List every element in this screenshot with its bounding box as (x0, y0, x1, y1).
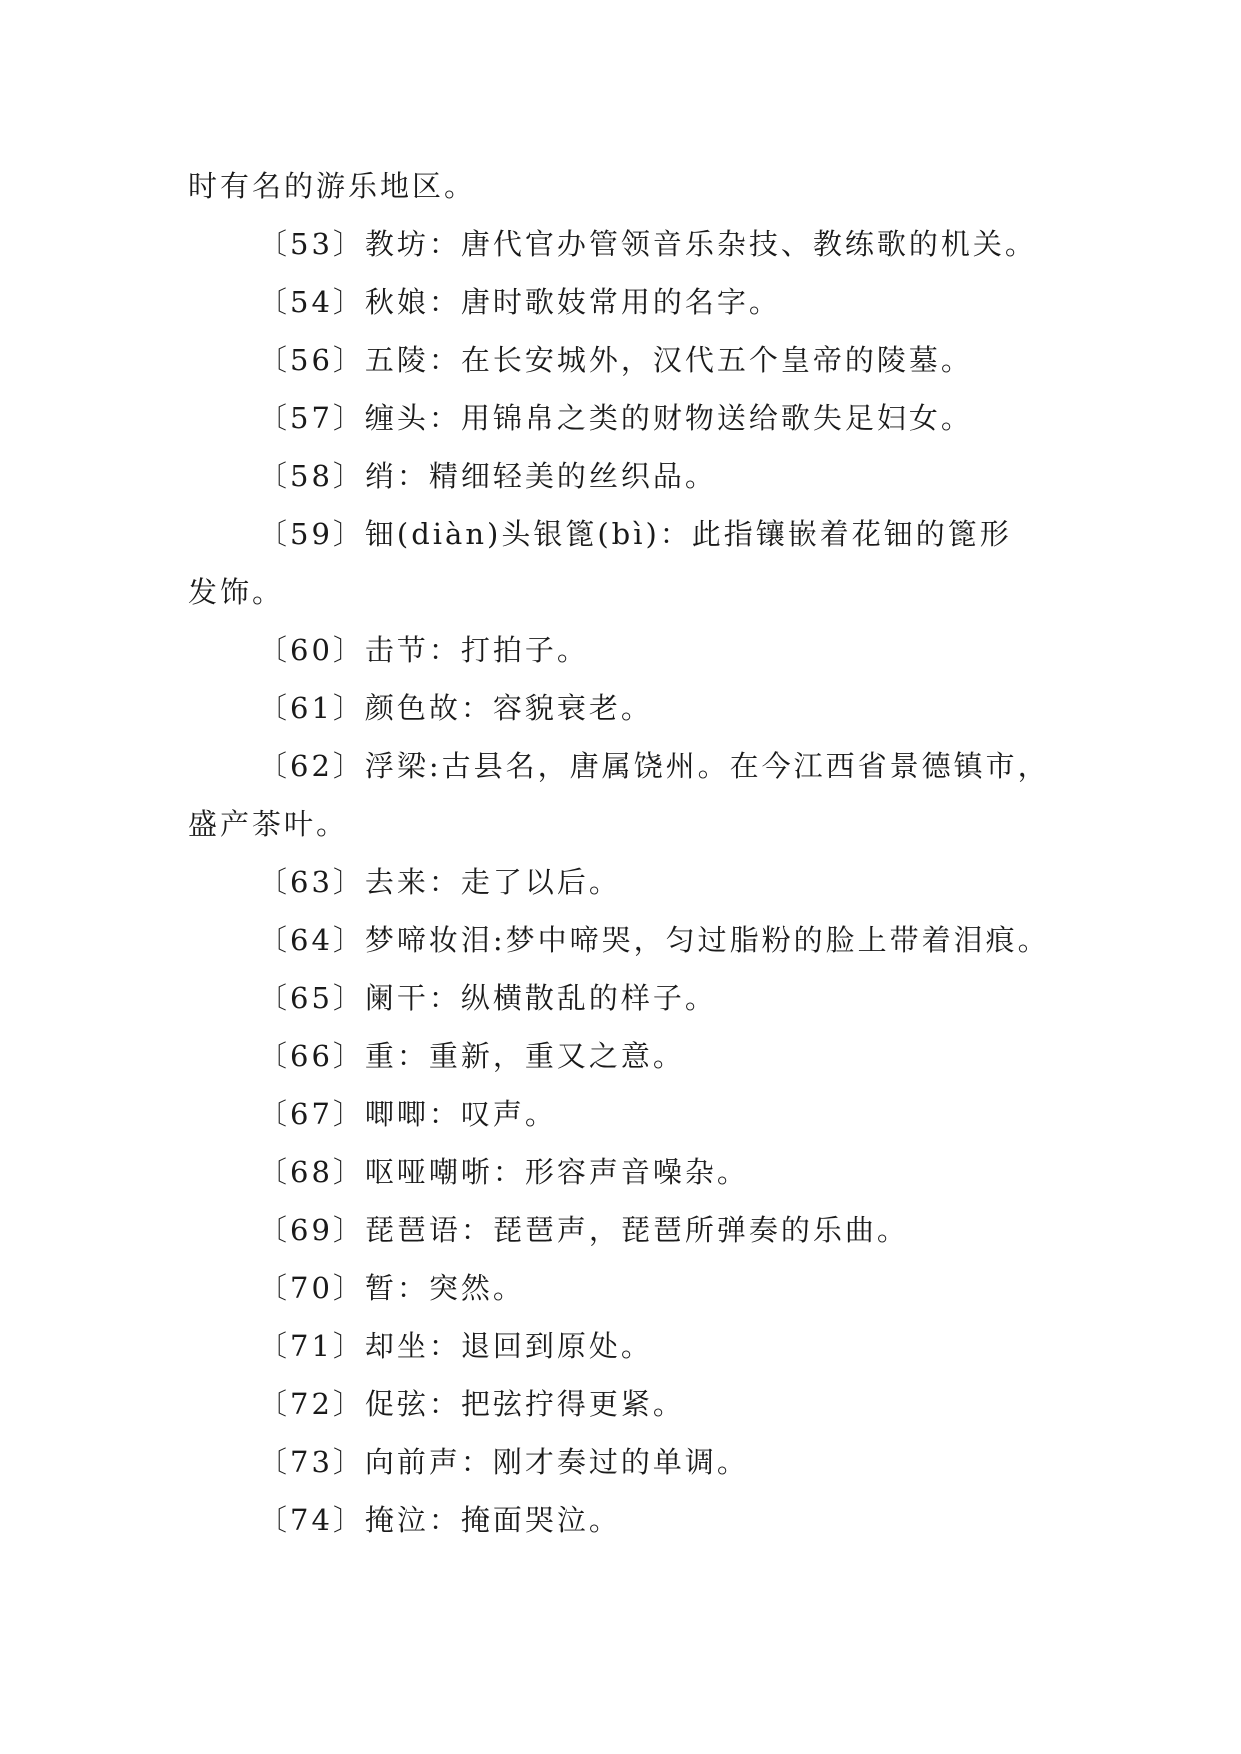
text-line: 〔71〕却坐：退回到原处。 (258, 1329, 653, 1363)
text-line: 〔56〕五陵：在长安城外，汉代五个皇帝的陵墓。 (258, 343, 973, 377)
text-line: 〔68〕呕哑嘲哳：形容声音噪杂。 (258, 1155, 749, 1189)
text-line: 〔62〕浮梁:古县名，唐属饶州。在今江西省景德镇市， (258, 749, 1050, 783)
text-line: 〔57〕缠头：用锦帛之类的财物送给歌失足妇女。 (258, 401, 973, 435)
text-line: 〔67〕唧唧：叹声。 (258, 1097, 557, 1131)
text-line: 〔58〕绡：精细轻美的丝织品。 (258, 459, 717, 493)
text-line: 时有名的游乐地区。 (188, 169, 477, 203)
text-line: 〔73〕向前声：刚才奏过的单调。 (258, 1445, 749, 1479)
text-line: 〔65〕阑干：纵横散乱的样子。 (258, 981, 717, 1015)
text-line: 盛产茶叶。 (188, 807, 349, 841)
text-line: 〔74〕掩泣：掩面哭泣。 (258, 1503, 621, 1537)
text-line: 〔70〕暂：突然。 (258, 1271, 525, 1305)
text-line: 〔54〕秋娘：唐时歌妓常用的名字。 (258, 285, 781, 319)
text-line: 〔63〕去来：走了以后。 (258, 865, 621, 899)
text-line: 〔64〕梦啼妆泪:梦中啼哭，匀过脂粉的脸上带着泪痕。 (258, 923, 1050, 957)
text-line: 〔53〕教坊：唐代官办管领音乐杂技、教练歌的机关。 (258, 227, 1037, 261)
text-line: 〔69〕琵琶语：琵琶声，琵琶所弹奏的乐曲。 (258, 1213, 909, 1247)
text-line: 〔59〕钿(diàn)头银篦(bì)：此指镶嵌着花钿的篦形 (258, 517, 1012, 551)
text-line: 〔60〕击节：打拍子。 (258, 633, 589, 667)
text-line: 〔61〕颜色故：容貌衰老。 (258, 691, 653, 725)
text-line: 〔66〕重：重新，重又之意。 (258, 1039, 685, 1073)
text-line: 〔72〕促弦：把弦拧得更紧。 (258, 1387, 685, 1421)
text-line: 发饰。 (188, 575, 285, 609)
